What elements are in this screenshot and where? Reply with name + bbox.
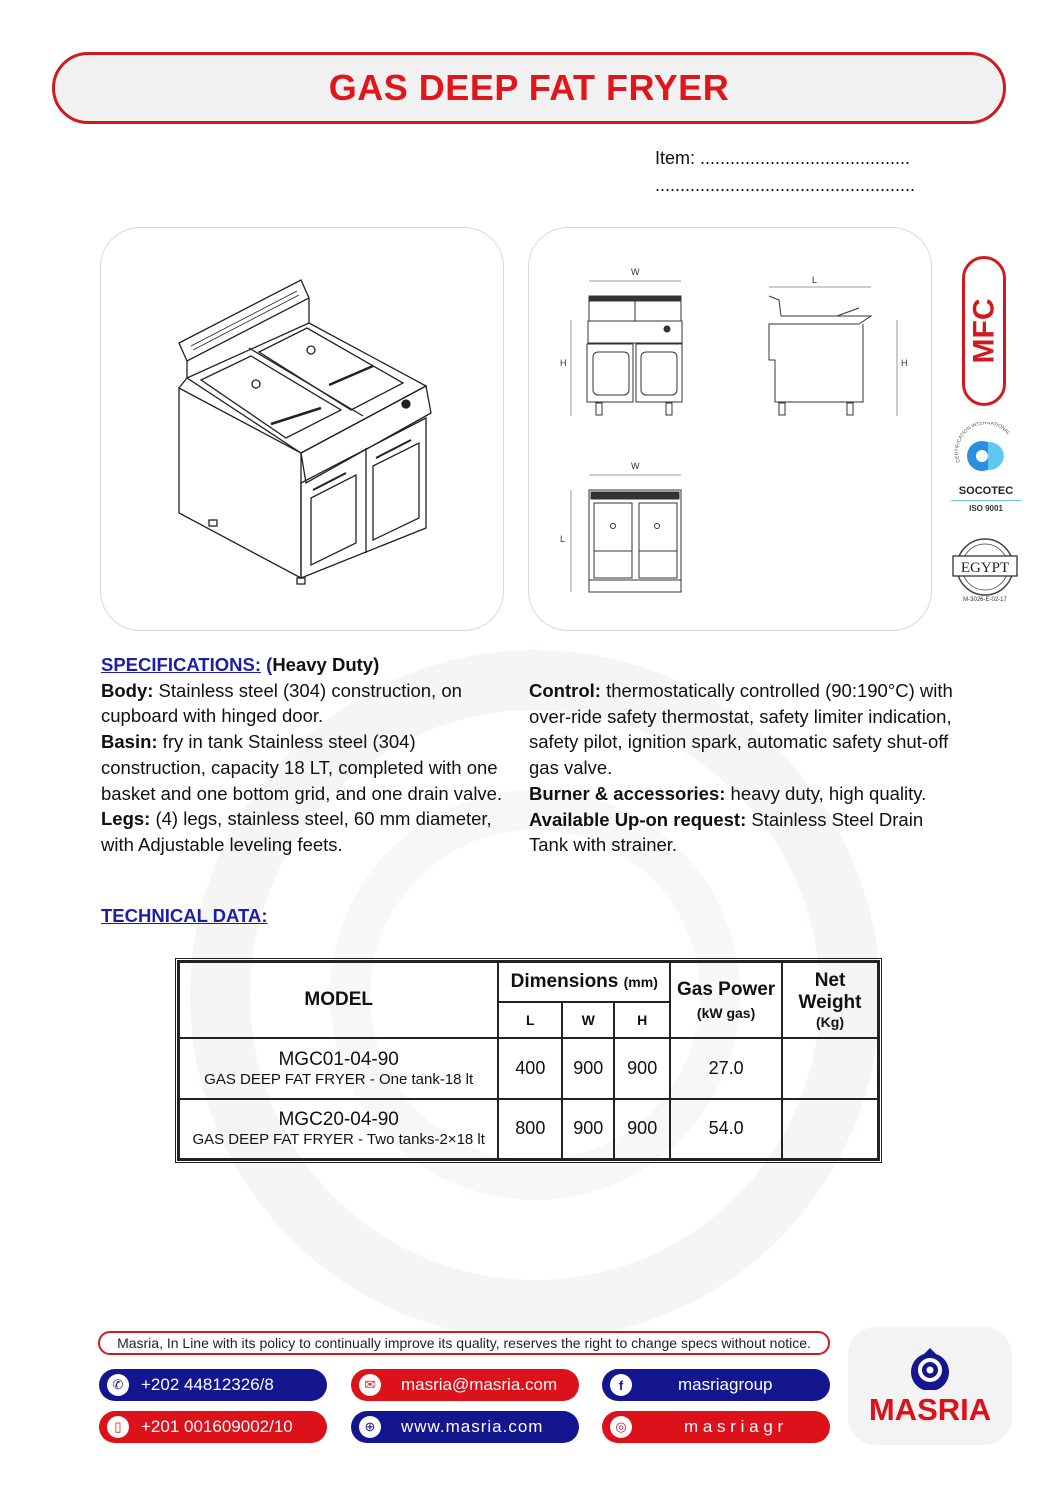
phone-mobile-text: +201 001609002/10 (141, 1417, 293, 1436)
table-row (179, 1099, 878, 1160)
technical-data-title: TECHNICAL DATA: (101, 905, 268, 926)
model-code: MGC20-04-90 (278, 1109, 399, 1131)
header-model: MODEL (179, 962, 498, 1038)
socotec-name: SOCOTEC (958, 485, 1014, 497)
spec-body (101, 678, 521, 729)
table-row (179, 1038, 878, 1099)
item-field: Item: .......................................... (655, 148, 911, 168)
socotec-ring-text: CERTIFICATION INTERNATIONAL (954, 422, 1012, 464)
egypt-seal (949, 533, 1021, 605)
masria-brand-name: MASRIA (868, 1392, 992, 1427)
side-length-label: L (812, 275, 818, 285)
technical-data-table (175, 958, 882, 1163)
egypt-seal-icon (949, 533, 1021, 605)
phone-mobile-button[interactable] (99, 1411, 327, 1443)
cell-gas: 54.0 (670, 1099, 782, 1160)
phone-icon: ✆ (107, 1374, 129, 1396)
phone-landline-button[interactable] (99, 1369, 327, 1401)
cell-w: 900 (562, 1038, 614, 1099)
instagram-icon: ◎ (610, 1416, 632, 1438)
page-title: GAS DEEP FAT FRYER (328, 67, 730, 108)
disclaimer-notice: Masria, In Line with its policy to continually improve its quality, reserves the right to change specs without notice. (98, 1331, 830, 1355)
header-h: H (614, 1002, 670, 1038)
model-description: GAS DEEP FAT FRYER - One tank-18 lt (204, 1070, 474, 1088)
spec-text: Stainless Steel Drain Tank with strainer. (529, 808, 924, 856)
dimensions-unit: (mm) (623, 974, 658, 990)
spec-text: Stainless steel (304) construction, on cupboard with hinged door. (101, 679, 462, 727)
header-w: W (562, 1002, 614, 1038)
cell-weight (782, 1038, 878, 1099)
top-width-label: W (631, 461, 640, 471)
specifications-title: SPECIFICATIONS: (101, 654, 261, 675)
cell-model (179, 1099, 498, 1160)
phone-landline-text: +202 44812326/8 (141, 1375, 274, 1394)
net-label: Net (814, 970, 846, 991)
spec-label: Basin: (101, 731, 158, 753)
title-banner (52, 52, 1006, 124)
header-dimensions (498, 962, 670, 1002)
technical-data-heading (101, 905, 267, 927)
model-description: GAS DEEP FAT FRYER - Two tanks-2×18 lt (192, 1131, 485, 1149)
product-dimension-drawings (528, 227, 932, 631)
cell-weight (782, 1099, 878, 1160)
email-text: masria@masria.com (401, 1375, 558, 1394)
specifications-heading (101, 652, 521, 678)
header-net-weight (782, 962, 878, 1038)
item-field-line2: .................................................... (655, 175, 916, 195)
facebook-icon: f (610, 1374, 632, 1396)
mfc-badge (962, 256, 1006, 406)
top-length-label: L (560, 534, 566, 544)
facebook-link[interactable] (602, 1369, 830, 1401)
spec-label: Control: (529, 680, 601, 701)
spec-label: Burner & accessories: (529, 782, 726, 804)
fryer-orthographic-drawing (529, 228, 932, 631)
spec-burner (529, 781, 959, 807)
spec-text: heavy duty, high quality. (725, 782, 927, 804)
cell-l: 800 (498, 1099, 562, 1160)
iso-label: ISO 9001 (969, 504, 1003, 513)
spec-text: thermostatically controlled (90:190°C) with over-ride safety thermostat, safety limiter indication, safety pilot, ignition spark, automatic safety shut-off gas valve. (529, 680, 953, 779)
mobile-phone-icon: ▯ (107, 1416, 129, 1438)
socotec-certification (948, 422, 1024, 517)
header-gas-power (670, 962, 782, 1038)
weight-unit: (Kg) (816, 1014, 845, 1030)
header-l: L (498, 1002, 562, 1038)
spec-label: Body: (101, 679, 154, 701)
socotec-divider (951, 500, 1021, 501)
website-link[interactable] (351, 1411, 579, 1443)
side-height-label: H (901, 358, 908, 368)
gas-power-unit: (kW gas) (696, 1005, 756, 1021)
socotec-logo-icon (948, 422, 1024, 478)
heading-paren: ( (261, 654, 273, 675)
cell-h: 900 (614, 1038, 670, 1099)
masria-logo (848, 1327, 1012, 1445)
table-header-row (179, 962, 878, 1002)
globe-icon: ⊕ (359, 1416, 381, 1438)
specifications-right (529, 678, 959, 858)
masria-emblem-icon (902, 1344, 958, 1390)
cell-model (179, 1038, 498, 1099)
instagram-link[interactable] (602, 1411, 830, 1443)
front-width-label: W (631, 267, 640, 277)
cell-l: 400 (498, 1038, 562, 1099)
egypt-code: M-3026-E-02-17 (963, 597, 1007, 603)
heading-note: Heavy Duty) (272, 654, 380, 675)
spec-label: Available Up-on request: (529, 808, 747, 830)
cell-w: 900 (562, 1099, 614, 1160)
model-code: MGC01-04-90 (278, 1048, 399, 1070)
cell-gas: 27.0 (670, 1038, 782, 1099)
spec-control (529, 678, 959, 781)
mfc-text: MFC (967, 298, 1001, 364)
email-link[interactable] (351, 1369, 579, 1401)
specifications-left (101, 652, 521, 858)
spec-legs (101, 806, 521, 857)
facebook-text: masriagroup (678, 1375, 773, 1394)
gas-power-label: Gas Power (676, 979, 776, 1000)
spec-basin (101, 729, 521, 806)
egypt-text: EGYPT (960, 560, 1010, 576)
instagram-text: m a s r i a g r (684, 1417, 784, 1436)
website-text: www.masria.com (401, 1417, 544, 1436)
spec-text: fry in tank Stainless steel (304) construction, capacity 18 LT, completed with one basket and one bottom grid, and one drain valve. (101, 731, 503, 804)
product-isometric-image (100, 227, 504, 631)
email-icon: ✉ (359, 1374, 381, 1396)
spec-text: (4) legs, stainless steel, 60 mm diameter, with Adjustable leveling feets. (101, 808, 492, 855)
weight-label: Weight (798, 992, 862, 1013)
spec-available (529, 807, 959, 858)
cell-h: 900 (614, 1099, 670, 1160)
front-height-label: H (560, 358, 567, 368)
fryer-isometric-drawing (101, 228, 504, 631)
dimensions-label: Dimensions (510, 971, 619, 992)
spec-label: Legs: (101, 808, 151, 830)
